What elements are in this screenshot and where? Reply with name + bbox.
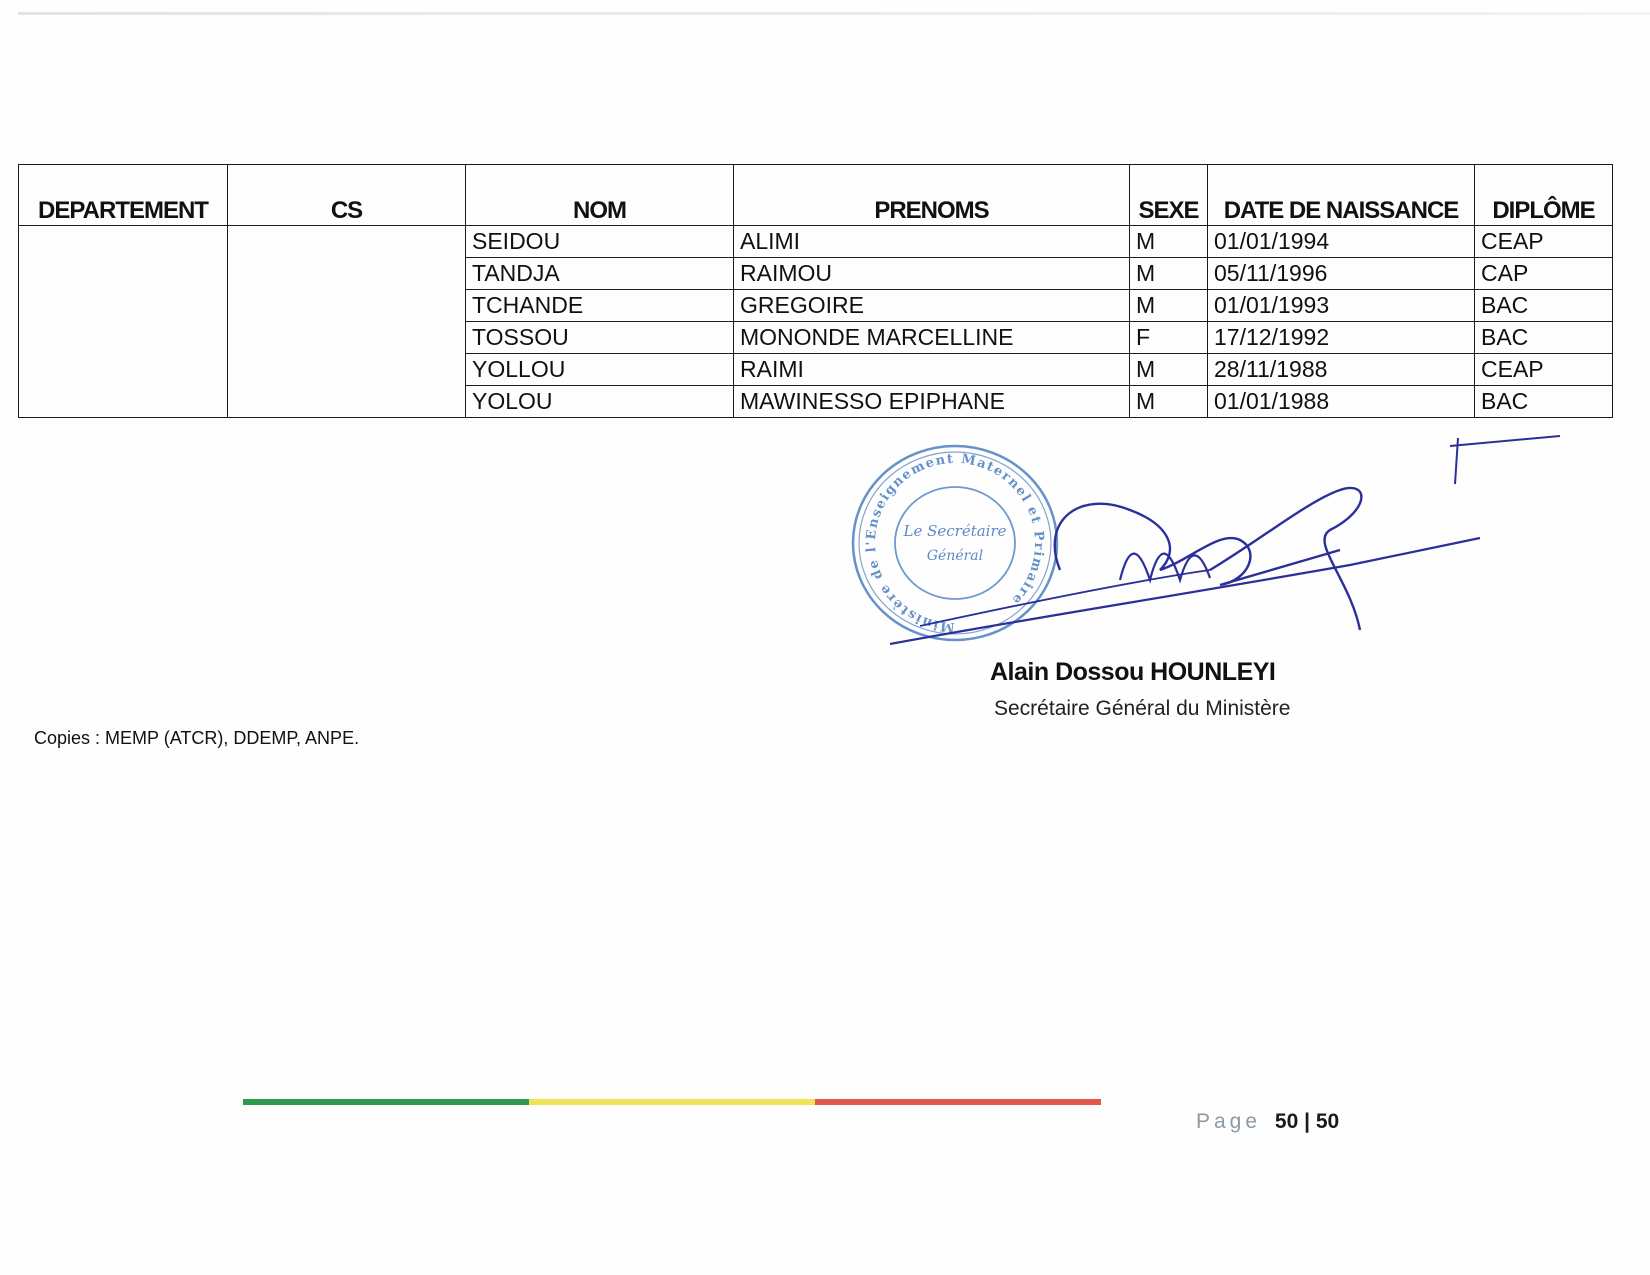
copies-note: Copies : MEMP (ATCR), DDEMP, ANPE. [34, 728, 360, 748]
flag-color-bar [243, 1099, 1101, 1105]
prenoms-cell: MONONDE MARCELLINE [734, 322, 1130, 354]
page-number [1196, 1110, 1339, 1134]
table-row [19, 226, 1613, 258]
candidate-table [18, 164, 1613, 418]
date-cell: 01/01/1988 [1208, 386, 1475, 418]
diplome-cell: CAP [1475, 258, 1613, 290]
header-departement: DEPARTEMENT [19, 165, 228, 226]
page-label: Page [1196, 1110, 1262, 1133]
sexe-cell: F [1130, 322, 1208, 354]
header-prenoms: PRENOMS [734, 165, 1130, 226]
cs-cell [228, 226, 466, 418]
sexe-cell: M [1130, 226, 1208, 258]
nom-cell: TCHANDE [466, 290, 734, 322]
prenoms-cell: RAIMOU [734, 258, 1130, 290]
stamp-center-line2: Général [926, 548, 984, 564]
table-header-row [19, 165, 1613, 226]
departement-cell [19, 226, 228, 418]
diplome-cell: BAC [1475, 322, 1613, 354]
flag-green-segment [243, 1099, 529, 1105]
prenoms-cell: GREGOIRE [734, 290, 1130, 322]
date-cell: 28/11/1988 [1208, 354, 1475, 386]
sexe-cell: M [1130, 354, 1208, 386]
stamp-ring-text: Ministère de l'Enseignement Maternel et Primaire [863, 451, 1047, 635]
nom-cell: YOLOU [466, 386, 734, 418]
date-cell: 01/01/1994 [1208, 226, 1475, 258]
nom-cell: TOSSOU [466, 322, 734, 354]
signer-name: Alain Dossou HOUNLEYI [990, 658, 1276, 686]
signer-title: Secrétaire Général du Ministère [994, 697, 1291, 720]
flag-red-segment [815, 1099, 1101, 1105]
header-cs: CS [228, 165, 466, 226]
prenoms-cell: RAIMI [734, 354, 1130, 386]
date-cell: 01/01/1993 [1208, 290, 1475, 322]
stamp-center-line1: Le Secrétaire [903, 522, 1007, 540]
header-nom: NOM [466, 165, 734, 226]
diplome-cell: BAC [1475, 290, 1613, 322]
flag-yellow-segment [529, 1099, 815, 1105]
diplome-cell: CEAP [1475, 354, 1613, 386]
diplome-cell: BAC [1475, 386, 1613, 418]
sexe-cell: M [1130, 386, 1208, 418]
header-diplome: DIPLÔME [1475, 165, 1613, 226]
diplome-cell: CEAP [1475, 226, 1613, 258]
nom-cell: SEIDOU [466, 226, 734, 258]
header-sexe: SEXE [1130, 165, 1208, 226]
page-current: 50 [1274, 1110, 1299, 1133]
handwritten-signature [880, 430, 1580, 660]
nom-cell: TANDJA [466, 258, 734, 290]
prenoms-cell: MAWINESSO EPIPHANE [734, 386, 1130, 418]
top-rule [18, 12, 1650, 15]
sexe-cell: M [1130, 258, 1208, 290]
sexe-cell: M [1130, 290, 1208, 322]
page-separator: | [1304, 1110, 1310, 1133]
nom-cell: YOLLOU [466, 354, 734, 386]
date-cell: 05/11/1996 [1208, 258, 1475, 290]
header-date-naissance: DATE DE NAISSANCE [1208, 165, 1475, 226]
date-cell: 17/12/1992 [1208, 322, 1475, 354]
prenoms-cell: ALIMI [734, 226, 1130, 258]
page-total: 50 [1315, 1110, 1340, 1133]
